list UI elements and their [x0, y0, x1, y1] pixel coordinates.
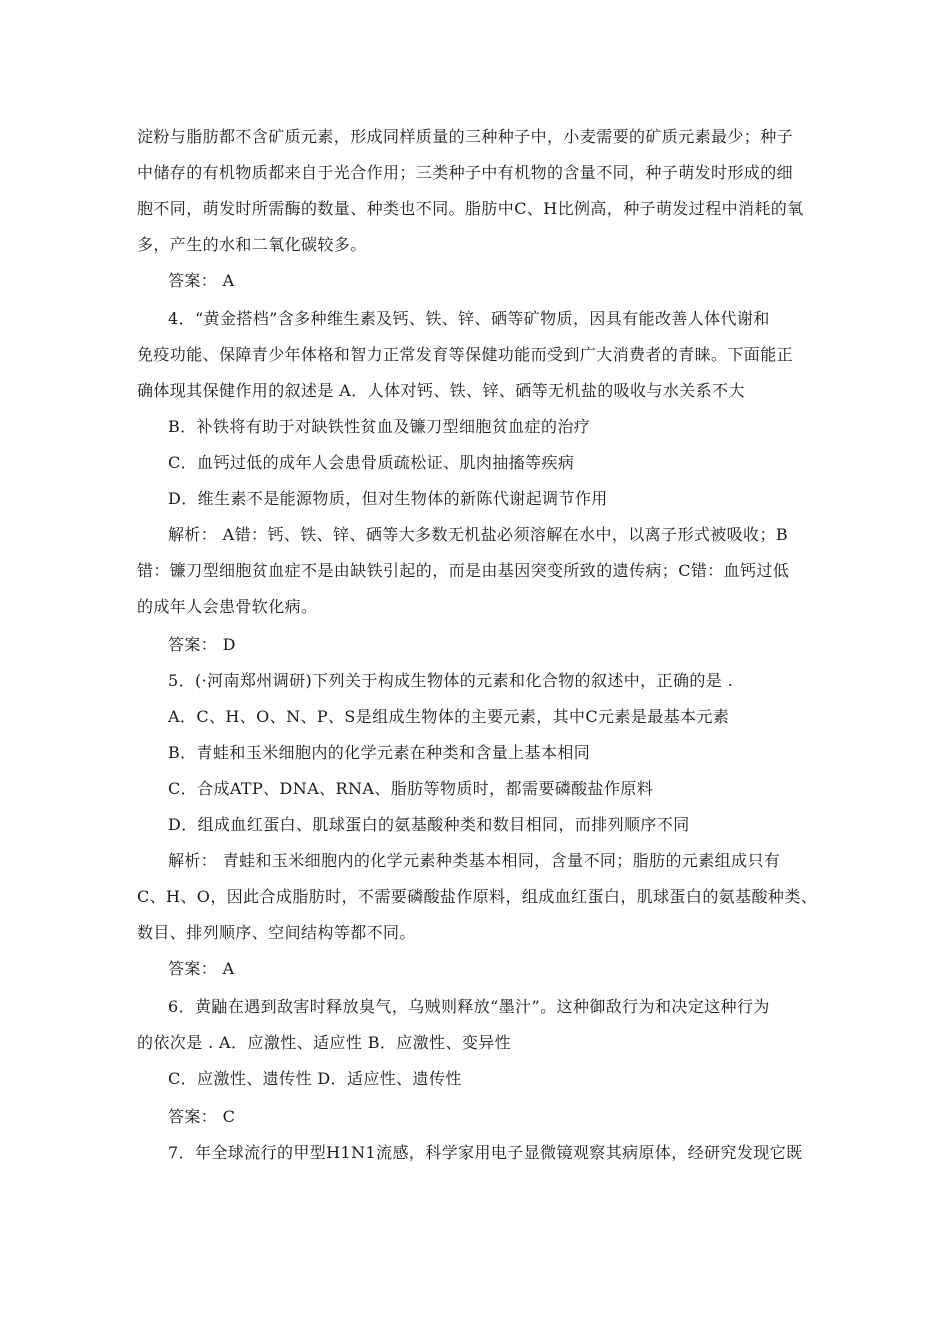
- option-b-line: B．补铁将有助于对缺铁性贫血及镰刀型细胞贫血症的治疗: [168, 417, 591, 436]
- text-line: 的成年人会患骨软化病。: [137, 597, 318, 616]
- text-line: 淀粉与脂肪都不含矿质元素，形成同样质量的三种种子中，小麦需要的矿质元素最少；种子: [137, 127, 794, 146]
- answer-line: 答案： D: [168, 635, 236, 654]
- text-line: 的依次是 . A．应激性、适应性 B．应激性、变异性: [137, 1033, 512, 1052]
- option-b-line: B．青蛙和玉米细胞内的化学元素在种类和含量上基本相同: [168, 743, 591, 762]
- analysis-line: 解析： 青蛙和玉米细胞内的化学元素种类基本相同，含量不同；脂肪的元素组成只有: [168, 851, 781, 870]
- text-line: C、H、O，因此合成脂肪时，不需要磷酸盐作原料，组成血红蛋白，肌球蛋白的氨基酸种类、: [137, 887, 818, 906]
- option-cd-line: C．应激性、遗传性 D．适应性、遗传性: [168, 1069, 462, 1088]
- question-6-line: 6．黄鼬在遇到敌害时释放臭气，乌贼则释放“墨汁”。这种御敌行为和决定这种行为: [168, 997, 770, 1016]
- text-line: 免疫功能、保障青少年体格和智力正常发育等保健功能而受到广大消费者的青睐。下面能正: [137, 345, 794, 364]
- text-line: 错：镰刀型细胞贫血症不是由缺铁引起的，而是由基因突变所致的遗传病；C错：血钙过低: [137, 561, 790, 580]
- text-line: 多，产生的水和二氧化碳较多。: [137, 235, 367, 254]
- option-c-line: C．合成ATP、DNA、RNA、脂肪等物质时，都需要磷酸盐作原料: [168, 779, 654, 798]
- answer-line: 答案： A: [168, 271, 235, 290]
- question-7-line: 7．年全球流行的甲型H1N1流感，科学家用电子显微镜观察其病原体，经研究发现它既: [168, 1143, 803, 1162]
- answer-line: 答案： A: [168, 959, 235, 978]
- text-line: 中储存的有机物质都来自于光合作用；三类种子中有机物的含量不同，种子萌发时形成的细: [137, 163, 794, 182]
- text-line: 胞不同，萌发时所需酶的数量、种类也不同。脂肪中C、H比例高，种子萌发过程中消耗的氧: [137, 199, 804, 218]
- analysis-line: 解析： A错：钙、铁、锌、硒等大多数无机盐必须溶解在水中，以离子形式被吸收；B: [168, 525, 788, 544]
- question-5-line: 5．(·河南郑州调研)下列关于构成生物体的元素和化合物的叙述中，正确的是 .: [168, 671, 734, 690]
- question-4-line: 4．“黄金搭档”含多种维生素及钙、铁、锌、硒等矿物质，因具有能改善人体代谢和: [168, 309, 770, 328]
- text-line: 数目、排列顺序、空间结构等都不同。: [137, 923, 416, 942]
- option-c-line: C．血钙过低的成年人会患骨质疏松证、肌肉抽搐等疾病: [168, 453, 575, 472]
- answer-line: 答案： C: [168, 1107, 236, 1126]
- option-d-line: D．组成血红蛋白、肌球蛋白的氨基酸种类和数目相同，而排列顺序不同: [168, 815, 690, 834]
- option-d-line: D．维生素不是能源物质，但对生物体的新陈代谢起调节作用: [168, 489, 608, 508]
- option-a-line: A．C、H、O、N、P、S是组成生物体的主要元素，其中C元素是最基本元素: [168, 707, 730, 726]
- text-line: 确体现其保健作用的叙述是 A．人体对钙、铁、锌、硒等无机盐的吸收与水关系不大: [137, 381, 745, 400]
